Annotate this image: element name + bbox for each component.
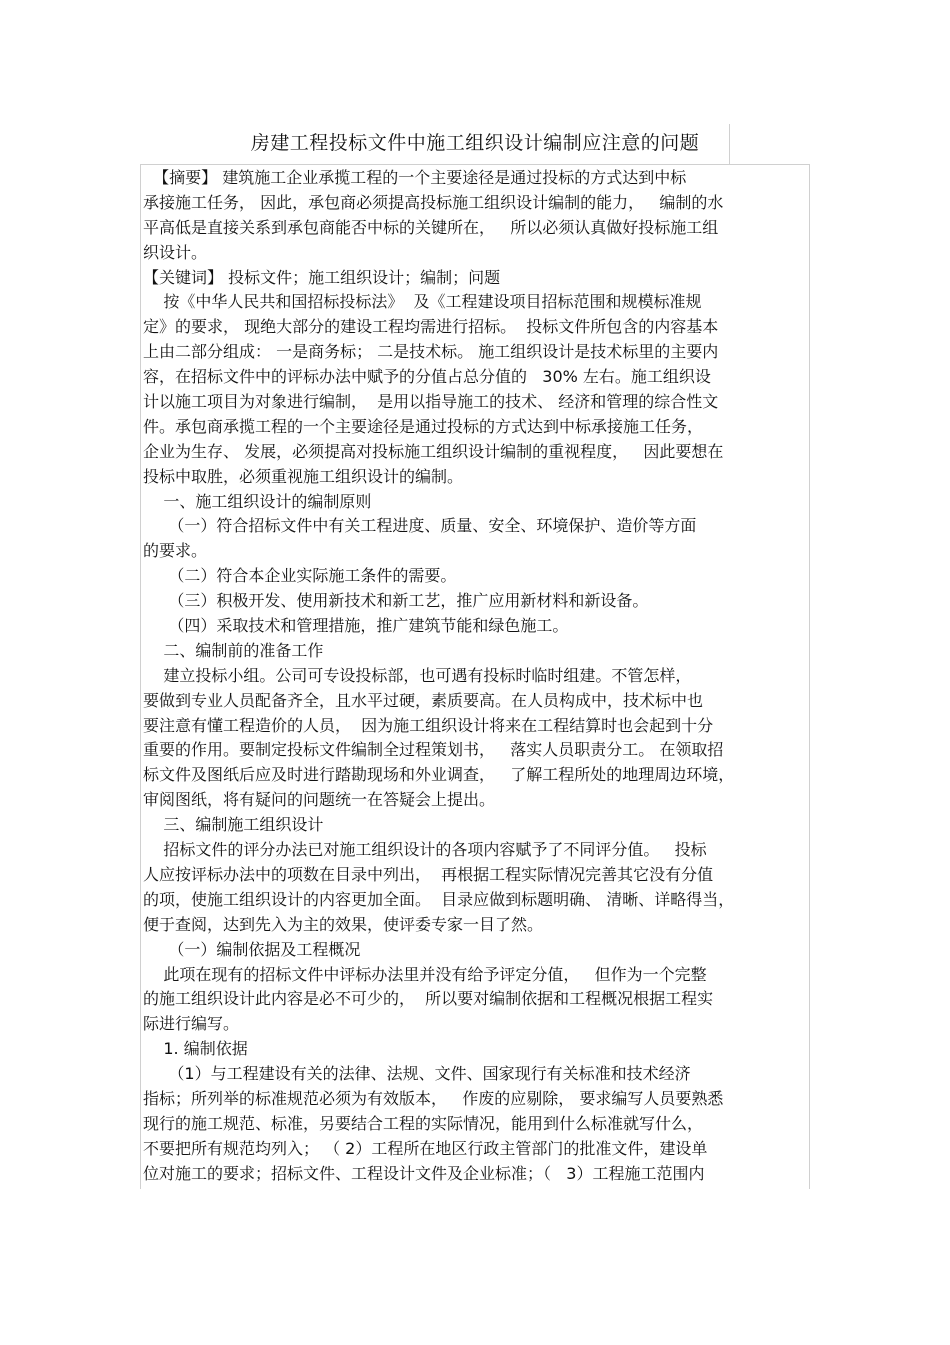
text-line: 【摘要】 建筑施工企业承揽工程的一个主要途径是通过投标的方式达到中标	[143, 168, 687, 187]
text-right-rule	[809, 164, 810, 1189]
text-left-rule	[140, 164, 141, 1189]
text-line: 容，在招标文件中的评标办法中赋予的分值占总分值的 30% 左右。施工组织设	[143, 367, 711, 387]
text-line: 平高低是直接关系到承包商能否中标的关键所在， 所以必须认真做好投标施工组	[143, 217, 719, 237]
text-line: 二、编制前的准备工作	[143, 640, 324, 660]
text-line: 计以施工项目为对象进行编制， 是用以指导施工的技术、 经济和管理的综合性文	[143, 392, 719, 412]
text-line: 三、编制施工组织设计	[143, 815, 324, 835]
text-line: 定》的要求， 现绝大部分的建设工程均需进行招标。 投标文件所包含的内容基本	[143, 317, 719, 337]
text-line: 现行的施工规范、标准，另要结合工程的实际情况，能用到什么标准就写什么，	[143, 1113, 704, 1133]
text-line: （二）符合本企业实际施工条件的需要。	[143, 566, 457, 586]
text-line: 的要求。	[143, 541, 208, 561]
text-line: 位对施工的要求；招标文件、工程设计文件及企业标准；（ 3）工程施工范围内	[143, 1163, 705, 1183]
text-line: 要注意有懂工程造价的人员， 因为施工组织设计将来在工程结算时也会起到十分	[143, 715, 714, 735]
document-title: 房建工程投标文件中施工组织设计编制应注意的问题	[250, 132, 700, 154]
text-line: 的项，使施工组织设计的内容更加全面。 目录应做到标题明确、 清晰、详略得当，	[143, 889, 735, 909]
text-line: 指标；所列举的标准规范必须为有效版本， 作废的应剔除， 要求编写人员要熟悉	[143, 1088, 724, 1108]
text-line: 1. 编制依据	[143, 1039, 248, 1059]
text-line: 织设计。	[143, 242, 208, 262]
text-line: 际进行编写。	[143, 1014, 240, 1034]
text-line: 要做到专业人员配备齐全，且水平过硬，素质要高。在人员构成中，技术标中也	[143, 690, 704, 710]
text-line: （一）符合招标文件中有关工程进度、质量、安全、环境保护、造价等方面	[143, 516, 697, 536]
text-line: 承接施工任务， 因此，承包商必须提高投标施工组织设计编制的能力， 编制的水	[143, 192, 724, 212]
text-line: 人应按评标办法中的项数在目录中列出， 再根据工程实际情况完善其它没有分值	[143, 864, 714, 884]
text-line: 的施工组织设计此内容是必不可少的， 所以要对编制依据和工程概况根据工程实	[143, 989, 714, 1009]
text-line: 重要的作用。要制定投标文件编制全过程策划书， 落实人员职责分工。 在领取招	[143, 740, 724, 760]
text-line: 上由二部分组成： 一是商务标； 二是技术标。 施工组织设计是技术标里的主要内	[143, 342, 719, 362]
document-body	[143, 166, 808, 1187]
text-line: 按《中华人民共和国招标投标法》 及《工程建设项目招标范围和规模标准规	[143, 292, 702, 312]
text-line: 审阅图纸，将有疑问的问题统一在答疑会上提出。	[143, 790, 496, 810]
text-line: （四）采取技术和管理措施，推广建筑节能和绿色施工。	[143, 616, 569, 636]
text-line: 【关键词】 投标文件；施工组织设计；编制；问题	[143, 267, 501, 287]
text-line: （1）与工程建设有关的法律、法规、文件、国家现行有关标准和技术经济	[143, 1064, 691, 1084]
text-line: 一、施工组织设计的编制原则	[143, 491, 372, 511]
text-line: 便于查阅，达到先入为主的效果，使评委专家一目了然。	[143, 914, 544, 934]
text-line: （一）编制依据及工程概况	[143, 939, 361, 959]
text-line: 不要把所有规范均列入； （ 2）工程所在地区行政主管部门的批准文件，建设单	[143, 1138, 708, 1158]
text-top-rule	[140, 164, 810, 165]
text-line: 投标中取胜，必须重视施工组织设计的编制。	[143, 466, 464, 486]
text-line: 招标文件的评分办法已对施工组织设计的各项内容赋予了不同评分值。 投标	[143, 840, 707, 860]
text-line: （三）积极开发、使用新技术和新工艺，推广应用新材料和新设备。	[143, 591, 649, 611]
text-line: 此项在现有的招标文件中评标办法里并没有给予评定分值， 但作为一个完整	[143, 964, 707, 984]
text-line: 件。承包商承揽工程的一个主要途径是通过投标的方式达到中标承接施工任务，	[143, 416, 704, 436]
text-line: 企业为生存、 发展，必须提高对投标施工组织设计编制的重视程度， 因此要想在	[143, 441, 724, 461]
text-line: 建立投标小组。公司可专设投标部，也可遇有投标时临时组建。不管怎样，	[143, 665, 692, 685]
text-line: 标文件及图纸后应及时进行踏勘现场和外业调查， 了解工程所处的地理周边环境，	[143, 765, 735, 785]
